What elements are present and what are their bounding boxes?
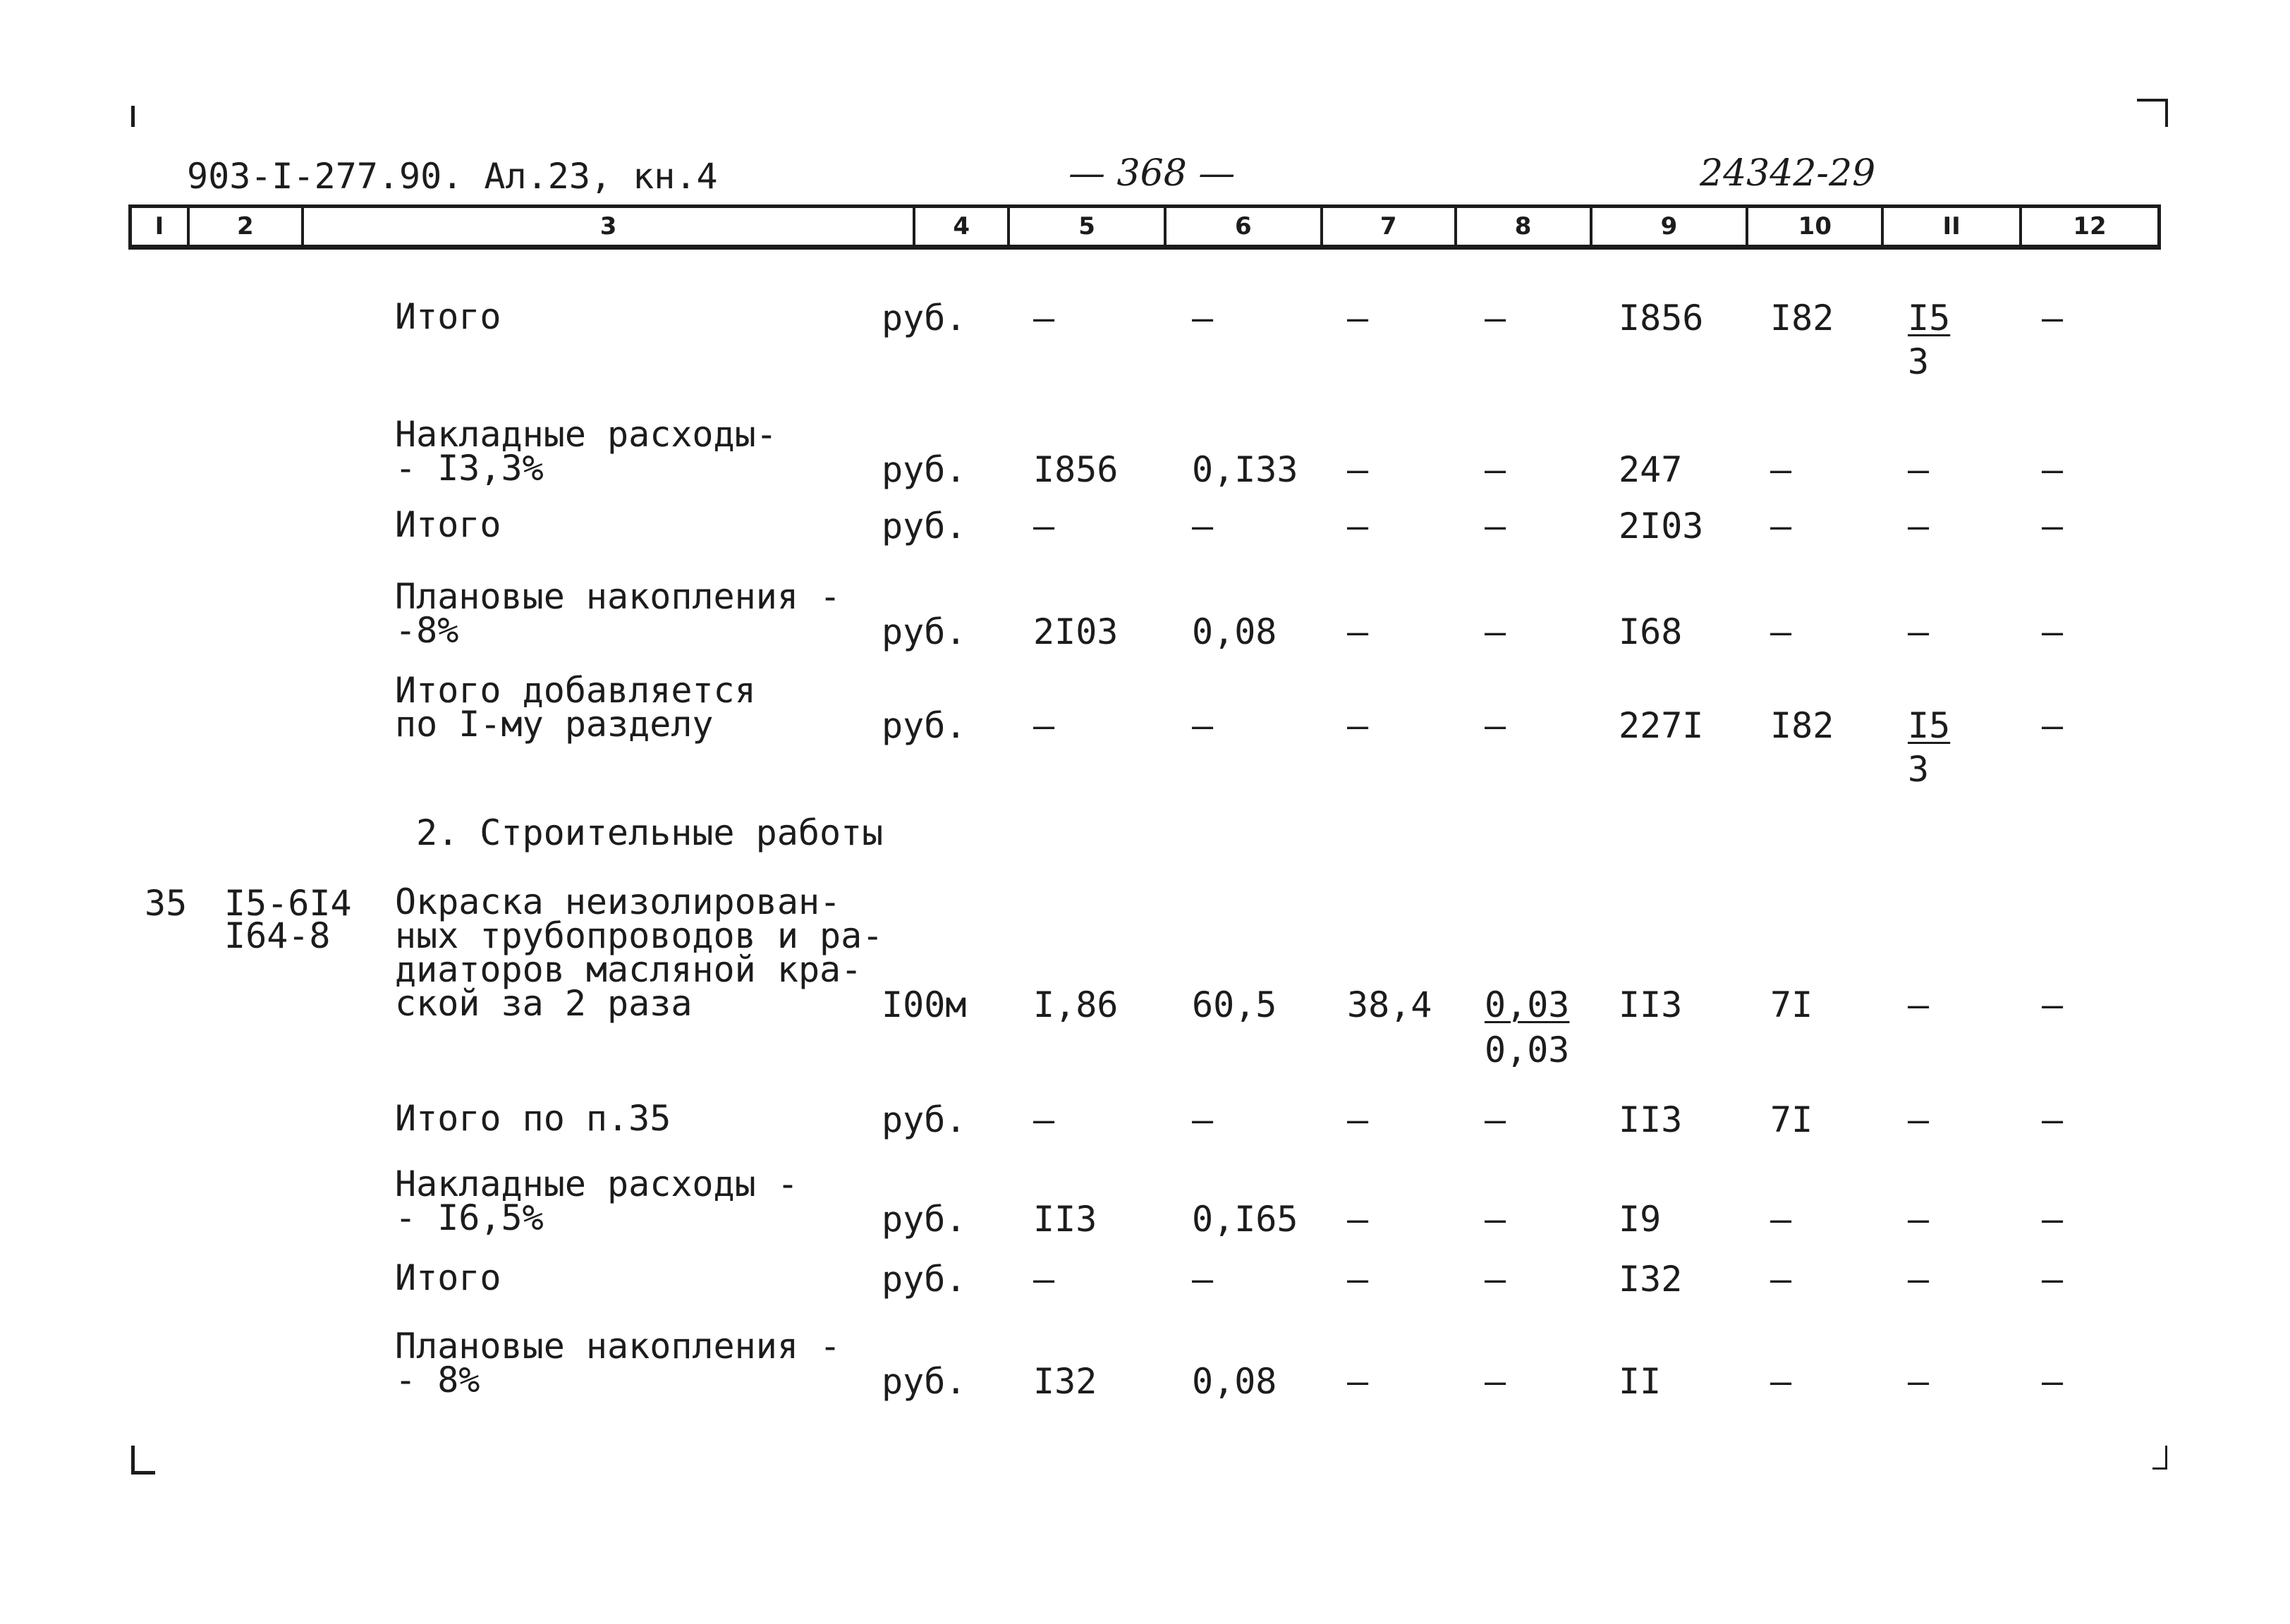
column-number: II [1884, 208, 2022, 245]
cell-col-9: I32 [1619, 1259, 1683, 1300]
cell-col-11: – [1908, 1199, 1930, 1240]
sheet-number: 24342-29 [1700, 152, 1876, 195]
cell-col-8: – [1485, 1099, 1506, 1140]
cell-col-5: II3 [1033, 1199, 1097, 1240]
column-number: 8 [1457, 208, 1592, 245]
cell-col-4: руб. [882, 449, 967, 490]
cell-col-4: руб. [882, 611, 967, 652]
description-line: Итого [395, 296, 501, 337]
cell-col-10: I82 [1770, 298, 1834, 338]
cell-col-10: – [1770, 506, 1792, 547]
column-number-header [128, 204, 2161, 250]
description-line: Накладные расходы - [395, 1164, 798, 1204]
cell-col-10: – [1770, 611, 1792, 652]
column-number: 9 [1592, 208, 1749, 245]
cell-col-12: – [2042, 1099, 2064, 1140]
cell-col-6: – [1192, 506, 1214, 547]
cell-col-4: I00м [882, 984, 967, 1025]
cell-col-12: – [2042, 611, 2064, 652]
cell-col-4: руб. [882, 1099, 967, 1140]
cell-col-5: – [1033, 1099, 1055, 1140]
cell-col-4: руб. [882, 298, 967, 338]
cell-col-12: – [2042, 984, 2064, 1025]
cell-col-4: руб. [882, 705, 967, 746]
description-line: ных трубопроводов и ра- [395, 915, 884, 956]
page-number: — 368 — [1068, 152, 1236, 195]
crop-mark-top-right-v [2165, 99, 2168, 127]
row-number: 35 [145, 883, 188, 924]
description-line: -8% [395, 610, 459, 651]
cell-col-12: – [2042, 1259, 2064, 1300]
cell-col-12: – [2042, 705, 2064, 746]
cell-col-8: – [1485, 1361, 1506, 1402]
cell-col-8: – [1485, 705, 1506, 746]
crop-mark-top-left [131, 106, 135, 127]
description-line: - I6,5% [395, 1197, 544, 1238]
normative-code: I64-8 [224, 915, 331, 956]
cell-col-5: – [1033, 506, 1055, 547]
description-line: Плановые накопления - [395, 1326, 841, 1367]
column-number: 3 [304, 208, 915, 245]
cell-col-8: – [1485, 506, 1506, 547]
description-line: Итого [395, 504, 501, 545]
cell-col-6: – [1192, 1099, 1214, 1140]
crop-mark-bottom-right-h [2152, 1467, 2167, 1470]
cell-col-9: I68 [1619, 611, 1683, 652]
document-code: 903-I-277.90. Ал.23, кн.4 [187, 156, 718, 197]
cell-col-12: – [2042, 298, 2064, 338]
cell-col-7: – [1347, 1199, 1369, 1240]
cell-col-8: – [1485, 1259, 1506, 1300]
cell-col-7: 38,4 [1347, 984, 1432, 1025]
column-number: 12 [2073, 212, 2107, 240]
column-number: 2 [190, 208, 304, 245]
cell-col-4: руб. [882, 506, 967, 547]
crop-mark-bottom-left-h [131, 1471, 155, 1475]
description-line: по I-му разделу [395, 704, 714, 745]
cell-col-9: II [1619, 1361, 1662, 1402]
cell-col-12: – [2042, 449, 2064, 490]
cell-col-6: 0,08 [1192, 611, 1277, 652]
cell-col-6: – [1192, 298, 1214, 338]
cell-col-7: – [1347, 705, 1369, 746]
description-line: Накладные расходы- [395, 414, 777, 455]
cell-col-11: – [1908, 449, 1930, 490]
column-number: 5 [1010, 208, 1167, 245]
description-line: - 8% [395, 1360, 480, 1400]
description-line: Итого добавляется [395, 670, 756, 711]
cell-col-11: – [1908, 1099, 1930, 1140]
cell-col-11: I5 [1908, 705, 1951, 746]
cell-col-9: I9 [1619, 1199, 1662, 1240]
cell-col-6: – [1192, 705, 1214, 746]
cell-col-5: – [1033, 705, 1055, 746]
column-number: 7 [1323, 208, 1457, 245]
cell-col-12: – [2042, 1199, 2064, 1240]
cell-col-5: 2I03 [1033, 611, 1119, 652]
column-number: 4 [915, 208, 1010, 245]
crop-mark-bottom-left-v [131, 1446, 135, 1474]
description-line: ской за 2 раза [395, 983, 693, 1024]
cell-col-11-denominator: 3 [1908, 749, 1930, 790]
cell-col-11: I5 [1908, 298, 1951, 338]
cell-col-11-denominator: 3 [1908, 341, 1930, 382]
cell-col-12: – [2042, 506, 2064, 547]
cell-col-10: – [1770, 1361, 1792, 1402]
cell-col-7: – [1347, 449, 1369, 490]
cell-col-9: II3 [1619, 1099, 1683, 1140]
cell-col-12: – [2042, 1361, 2064, 1402]
description-line: Итого [395, 1257, 501, 1298]
description-line: Итого по п.35 [395, 1098, 671, 1139]
cell-col-6: 60,5 [1192, 984, 1277, 1025]
cell-col-5: – [1033, 298, 1055, 338]
description-line: - I3,3% [395, 448, 544, 489]
cell-col-5: I856 [1033, 449, 1119, 490]
section-heading: 2. Строительные работы [416, 812, 884, 853]
cell-col-8: 0,03 [1485, 984, 1570, 1025]
cell-col-7: – [1347, 611, 1369, 652]
cell-col-7: – [1347, 1259, 1369, 1300]
cell-col-7: – [1347, 506, 1369, 547]
cell-col-11: – [1908, 984, 1930, 1025]
crop-mark-top-right-h [2137, 99, 2168, 102]
cell-col-6: 0,I33 [1192, 449, 1298, 490]
cell-col-6: 0,I65 [1192, 1199, 1298, 1240]
cell-col-8: – [1485, 611, 1506, 652]
description-line: Окраска неизолирован- [395, 881, 841, 922]
cell-col-5: I32 [1033, 1361, 1097, 1402]
cell-col-6: 0,08 [1192, 1361, 1277, 1402]
description-line: диаторов масляной кра- [395, 949, 863, 990]
cell-col-10: 7I [1770, 1099, 1813, 1140]
cell-col-8: – [1485, 298, 1506, 338]
cell-col-11: – [1908, 506, 1930, 547]
cell-col-8: – [1485, 449, 1506, 490]
cell-col-9: II3 [1619, 984, 1683, 1025]
cell-col-11: – [1908, 1259, 1930, 1300]
cell-col-10: I82 [1770, 705, 1834, 746]
cell-col-8-denominator: 0,03 [1485, 1030, 1570, 1070]
cell-col-7: – [1347, 1361, 1369, 1402]
cell-col-4: руб. [882, 1199, 967, 1240]
crop-mark-bottom-right-v [2165, 1446, 2167, 1470]
cell-col-4: руб. [882, 1259, 967, 1300]
cell-col-10: 7I [1770, 984, 1813, 1025]
cell-col-4: руб. [882, 1361, 967, 1402]
column-number: I [132, 208, 190, 245]
cell-col-11: – [1908, 611, 1930, 652]
cell-col-9: 247 [1619, 449, 1683, 490]
cell-col-5: I,86 [1033, 984, 1119, 1025]
normative-code: I5-6I4 [224, 883, 352, 924]
cell-col-10: – [1770, 449, 1792, 490]
cell-col-9: 227I [1619, 705, 1704, 746]
cell-col-8: – [1485, 1199, 1506, 1240]
cell-col-9: 2I03 [1619, 506, 1704, 547]
description-line: Плановые накопления - [395, 576, 841, 617]
cell-col-7: – [1347, 1099, 1369, 1140]
cell-col-10: – [1770, 1259, 1792, 1300]
column-number: 10 [1748, 208, 1884, 245]
cell-col-5: – [1033, 1259, 1055, 1300]
cell-col-9: I856 [1619, 298, 1704, 338]
column-number: 6 [1167, 208, 1323, 245]
cell-col-7: – [1347, 298, 1369, 338]
cell-col-10: – [1770, 1199, 1792, 1240]
cell-col-11: – [1908, 1361, 1930, 1402]
cell-col-6: – [1192, 1259, 1214, 1300]
